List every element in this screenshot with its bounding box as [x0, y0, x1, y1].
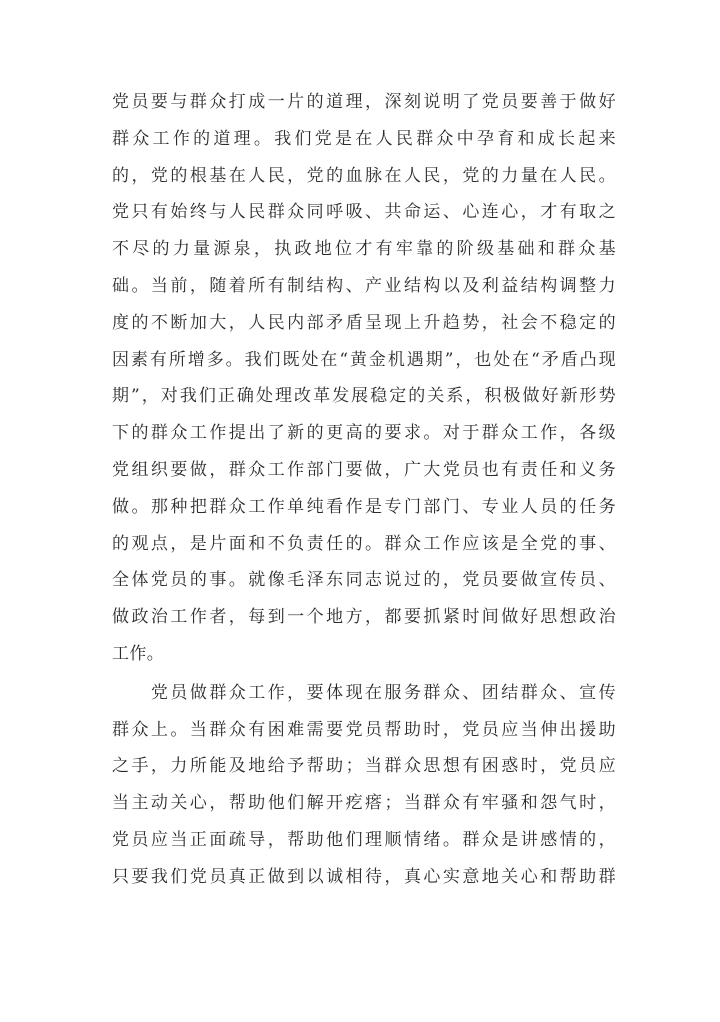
text-line: 做。那种把群众工作单纯看作是专门部门、专业人员的任务 [112, 496, 616, 517]
paragraph-1 [112, 84, 616, 673]
text-line: 群众工作的道理。我们党是在人民群众中孕育和成长起来 [112, 128, 616, 149]
text-line: 的观点，是片面和不负责任的。群众工作应该是全党的事、 [112, 533, 616, 554]
text-line: 党员做群众工作，要体现在服务群众、团结群众、宣传 [112, 682, 616, 703]
text-line: 的，党的根基在人民，党的血脉在人民，党的力量在人民。 [112, 165, 616, 186]
text-line: 党组织要做，群众工作部门要做，广大党员也有责任和义务 [112, 459, 616, 480]
text-line: 党员要与群众打成一片的道理，深刻说明了党员要善于做好 [112, 92, 616, 112]
text-line: 群众上。当群众有困难需要党员帮助时，党员应当伸出援助 [112, 719, 616, 740]
document-body [112, 84, 616, 896]
text-line: 因素有所增多。我们既处在“黄金机遇期”，也处在“矛盾凸现 [112, 349, 616, 370]
paragraph-2 [112, 675, 616, 896]
text-line: 度的不断加大，人民内部矛盾呈现上升趋势，社会不稳定的 [112, 312, 616, 333]
text-line: 期”，对我们正确处理改革发展稳定的关系，积极做好新形势 [112, 386, 616, 407]
text-line: 之手，力所能及地给予帮助；当群众思想有困惑时，党员应 [112, 756, 616, 777]
text-line: 不尽的力量源泉，执政地位才有牢靠的阶级基础和群众基 [112, 239, 616, 260]
text-line: 只要我们党员真正做到以诚相待，真心实意地关心和帮助群 [112, 866, 616, 887]
text-line: 下的群众工作提出了新的更高的要求。对于群众工作，各级 [112, 423, 616, 444]
text-line: 党只有始终与人民群众同呼吸、共命运、心连心，才有取之 [112, 202, 616, 223]
text-line: 工作。 [112, 643, 165, 664]
text-line: 全体党员的事。就像毛泽东同志说过的，党员要做宣传员、 [112, 570, 616, 591]
text-line: 当主动关心，帮助他们解开疙瘩；当群众有牢骚和怨气时， [112, 793, 616, 814]
text-line: 党员应当正面疏导，帮助他们理顺情绪。群众是讲感情的， [112, 829, 616, 850]
text-line: 础。当前，随着所有制结构、产业结构以及利益结构调整力 [112, 275, 616, 296]
text-line: 做政治工作者，每到一个地方，都要抓紧时间做好思想政治 [112, 607, 616, 628]
